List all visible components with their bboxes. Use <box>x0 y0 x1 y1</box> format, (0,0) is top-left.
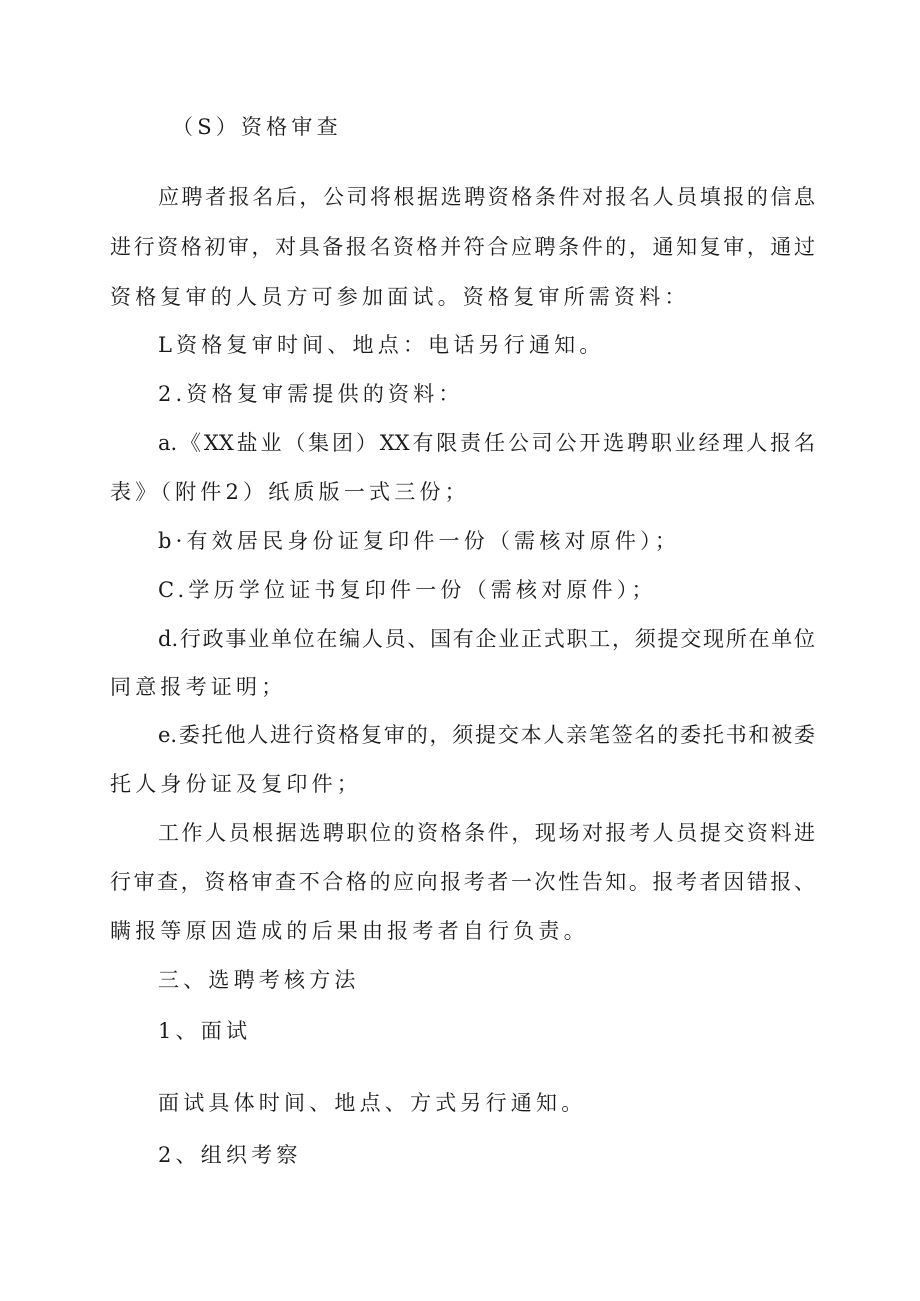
list-item-a-line: a.《XX盐业（集团）XX有限责任公司公开选聘职业经理人报名 <box>158 431 815 455</box>
list-item-c: C.学历学位证书复印件一份（需核对原件）； <box>158 578 657 602</box>
section-title: （S）资格审查 <box>172 115 342 139</box>
paragraph-line: 资格复审的人员方可参加面试。资格复审所需资料： <box>110 285 690 309</box>
list-item-e-line: e.委托他人进行资格复审的，须提交本人亲笔签名的委托书和被委 <box>158 723 815 747</box>
subsection-heading: 1、面试 <box>158 1019 252 1043</box>
paragraph-line: 应聘者报名后，公司将根据选聘资格条件对报名人员填报的信息 <box>158 185 815 209</box>
list-item-2: 2.资格复审需提供的资料： <box>158 382 464 406</box>
list-item-e-line: 托人身份证及复印件； <box>110 772 362 796</box>
paragraph-line: 面试具体时间、地点、方式另行通知。 <box>158 1091 587 1115</box>
subsection-heading: 2、组织考察 <box>158 1143 302 1167</box>
paragraph-line: 瞒报等原因造成的后果由报考者自行负责。 <box>110 919 589 943</box>
paragraph-line: 进行资格初审，对具备报名资格并符合应聘条件的，通知复审，通过 <box>110 235 815 259</box>
list-item-a-line: 表》（附件2）纸质版一式三份； <box>110 480 470 504</box>
list-item-d-line: 同意报考证明； <box>110 675 287 699</box>
paragraph-line: 工作人员根据选聘职位的资格条件，现场对报考人员提交资料进 <box>158 821 815 845</box>
list-item-l: L资格复审时间、地点：电话另行通知。 <box>158 333 605 357</box>
paragraph-line: 行审查，资格审查不合格的应向报考者一次性告知。报考者因错报、 <box>110 870 815 894</box>
section-heading: 三、选聘考核方法 <box>158 968 360 992</box>
list-item-d-line: d.行政事业单位在编人员、国有企业正式职工，须提交现所在单位 <box>158 627 815 651</box>
list-item-b: b·有效居民身份证复印件一份（需核对原件）； <box>158 529 681 553</box>
